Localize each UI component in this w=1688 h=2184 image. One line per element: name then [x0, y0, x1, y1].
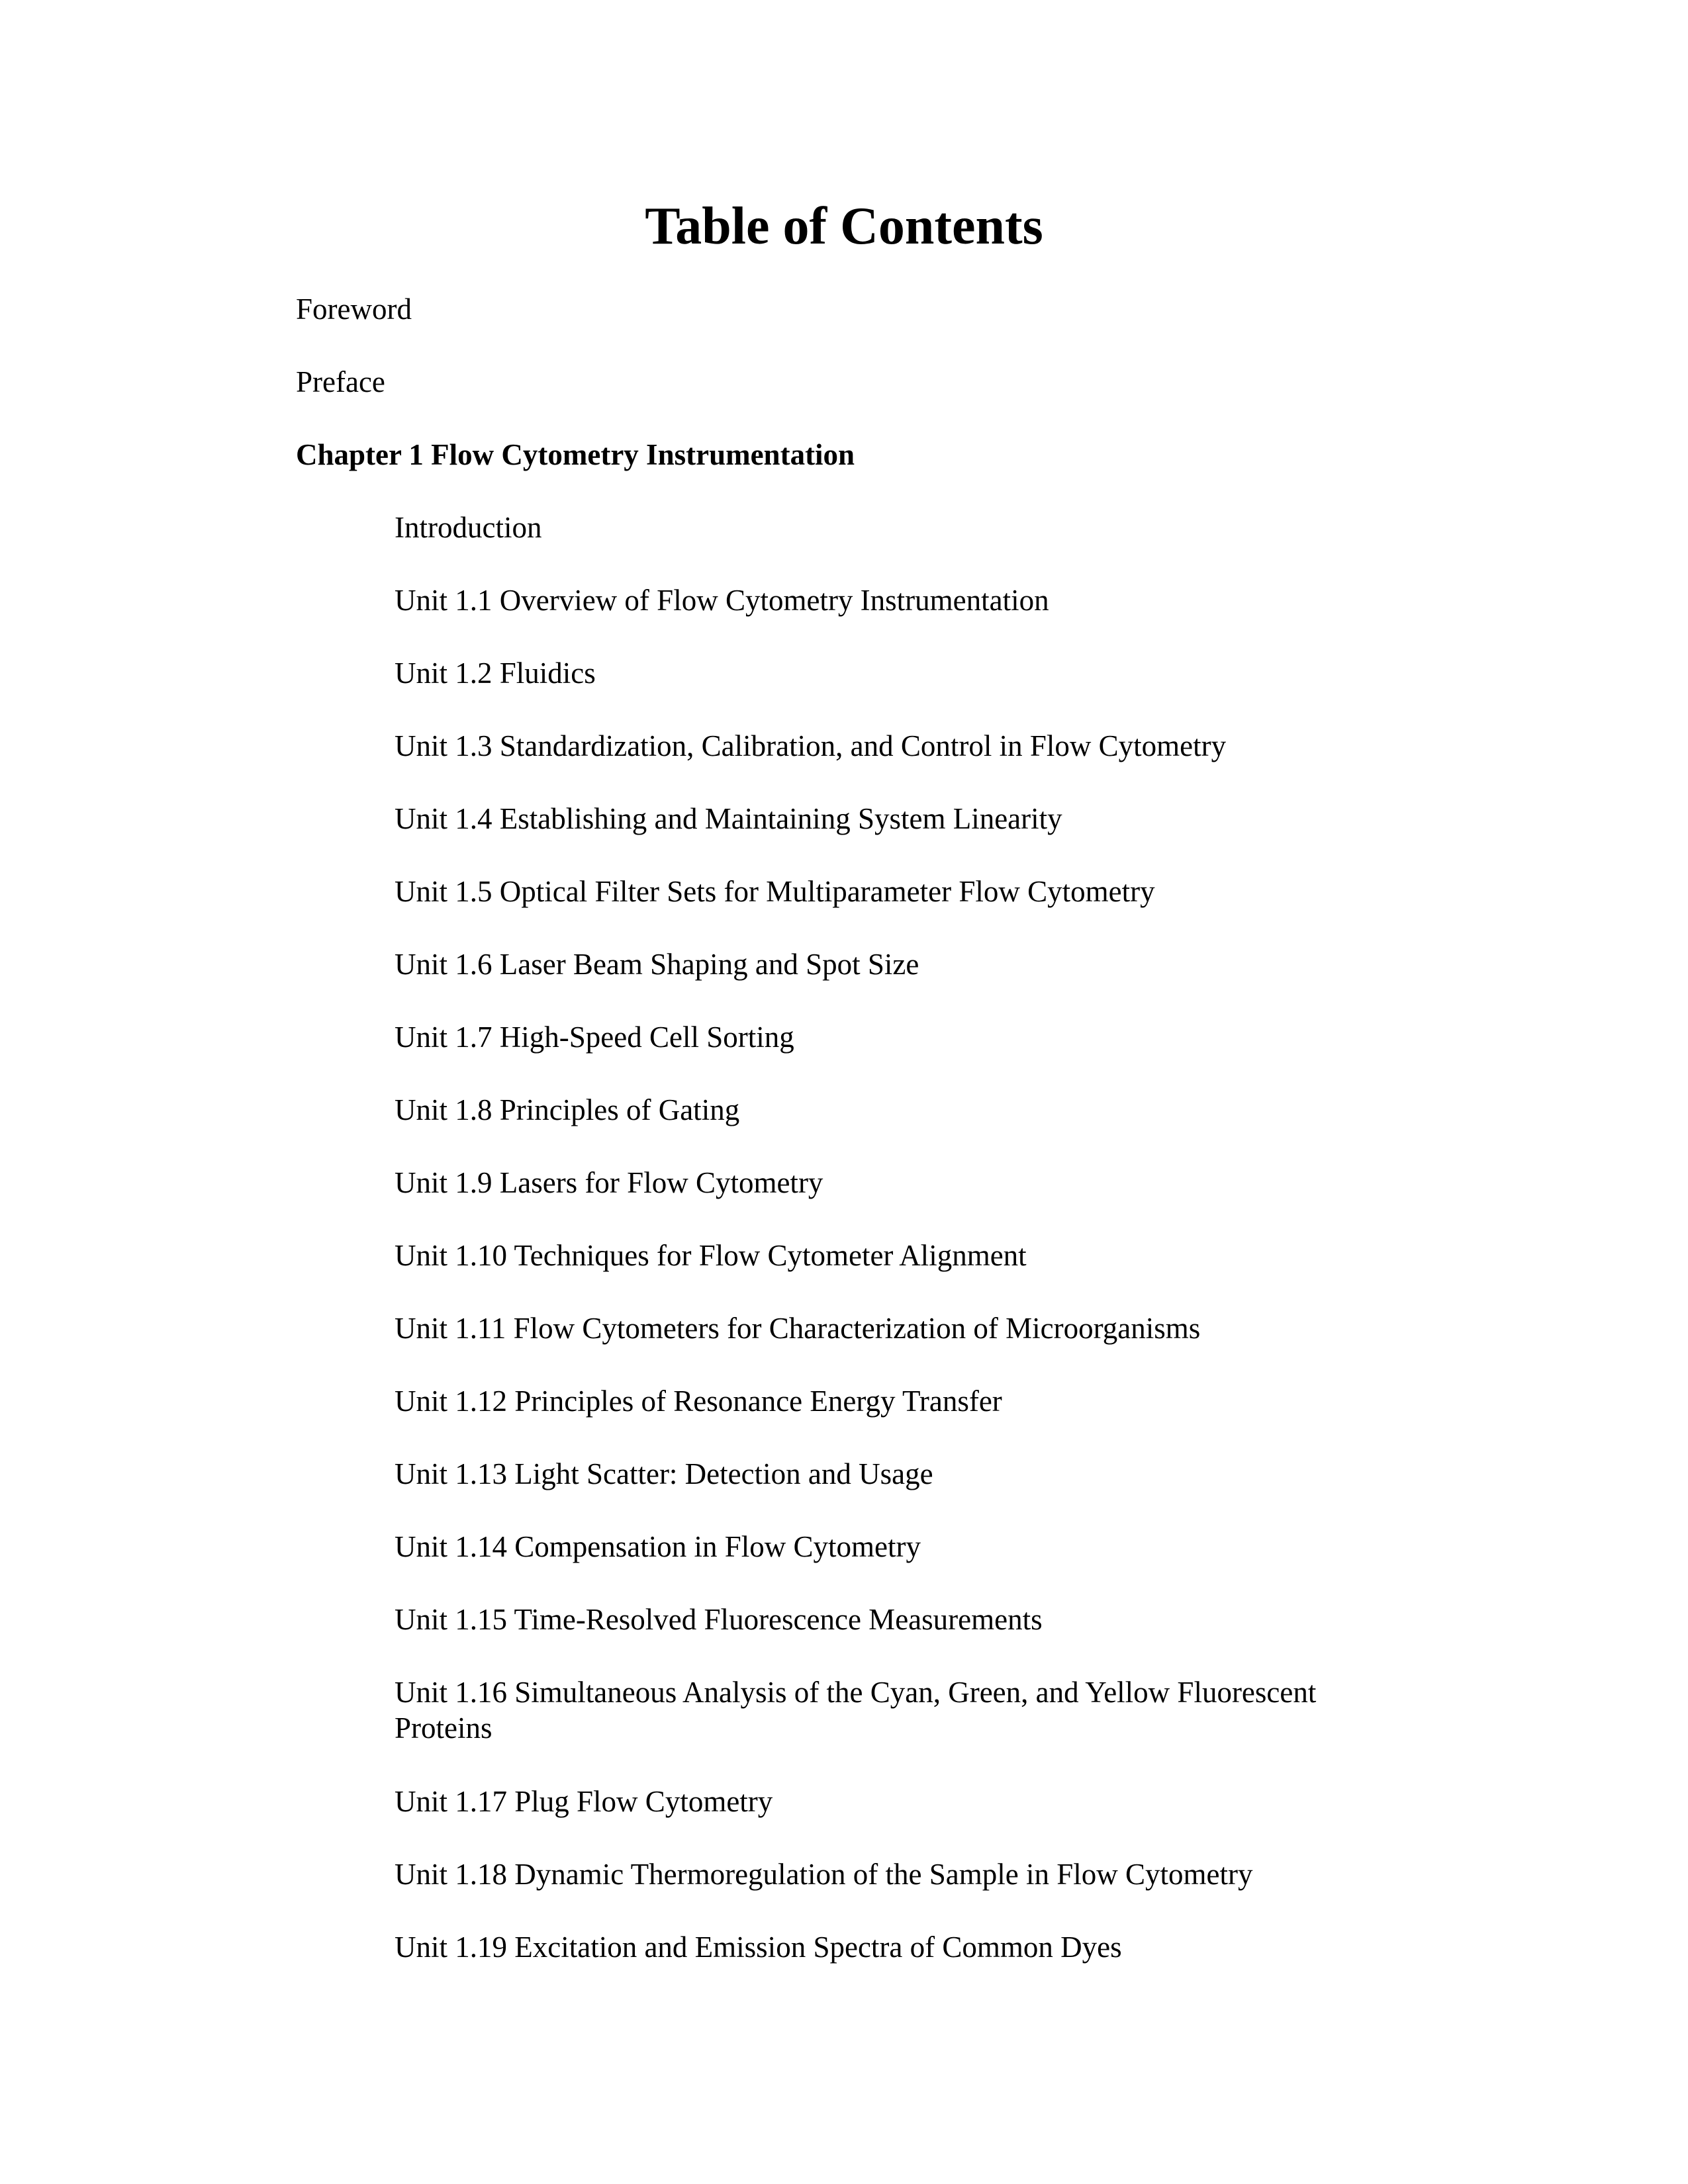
toc-entry-unit-1-15: Unit 1.15 Time-Resolved Fluorescence Measurements [395, 1603, 1043, 1636]
toc-entry-unit-1-11: Unit 1.11 Flow Cytometers for Characterization of Microorganisms [395, 1312, 1201, 1345]
toc-entry-unit-1-18: Unit 1.18 Dynamic Thermoregulation of the Sample in Flow Cytometry [395, 1858, 1253, 1891]
toc-entry-unit-1-5: Unit 1.5 Optical Filter Sets for Multiparameter Flow Cytometry [395, 875, 1155, 908]
toc-entry-preface: Preface [296, 365, 385, 398]
toc-entry-unit-1-14: Unit 1.14 Compensation in Flow Cytometry [395, 1530, 921, 1563]
toc-entry-unit-1-17: Unit 1.17 Plug Flow Cytometry [395, 1785, 773, 1818]
toc-entry-unit-1-3: Unit 1.3 Standardization, Calibration, and Control in Flow Cytometry [395, 729, 1227, 762]
toc-entry-foreword: Foreword [296, 293, 412, 326]
toc-entry-unit-1-16: Unit 1.16 Simultaneous Analysis of the Cyan, Green, and Yellow Fluorescent Proteins [395, 1676, 1317, 1745]
toc-entry-unit-1-1: Unit 1.1 Overview of Flow Cytometry Instrumentation [395, 584, 1049, 617]
toc-entry-unit-1-2: Unit 1.2 Fluidics [395, 657, 596, 690]
toc-entry-introduction: Introduction [395, 511, 542, 544]
toc-entry-unit-1-9: Unit 1.9 Lasers for Flow Cytometry [395, 1166, 823, 1199]
toc-entry-unit-1-10: Unit 1.10 Techniques for Flow Cytometer Alignment [395, 1239, 1027, 1272]
chapter-heading: Chapter 1 Flow Cytometry Instrumentation [296, 438, 855, 471]
page-title: Table of Contents [645, 197, 1043, 255]
toc-entry-unit-1-8: Unit 1.8 Principles of Gating [395, 1093, 740, 1126]
toc-entry-unit-1-7: Unit 1.7 High-Speed Cell Sorting [395, 1021, 794, 1054]
toc-entry-unit-1-12: Unit 1.12 Principles of Resonance Energy Transfer [395, 1385, 1002, 1418]
toc-entry-unit-1-13: Unit 1.13 Light Scatter: Detection and Usage [395, 1457, 933, 1490]
toc-entry-unit-1-19: Unit 1.19 Excitation and Emission Spectra of Common Dyes [395, 1931, 1122, 1964]
toc-entry-unit-1-4: Unit 1.4 Establishing and Maintaining System Linearity [395, 802, 1062, 835]
toc-entry-unit-1-6: Unit 1.6 Laser Beam Shaping and Spot Size [395, 948, 919, 981]
